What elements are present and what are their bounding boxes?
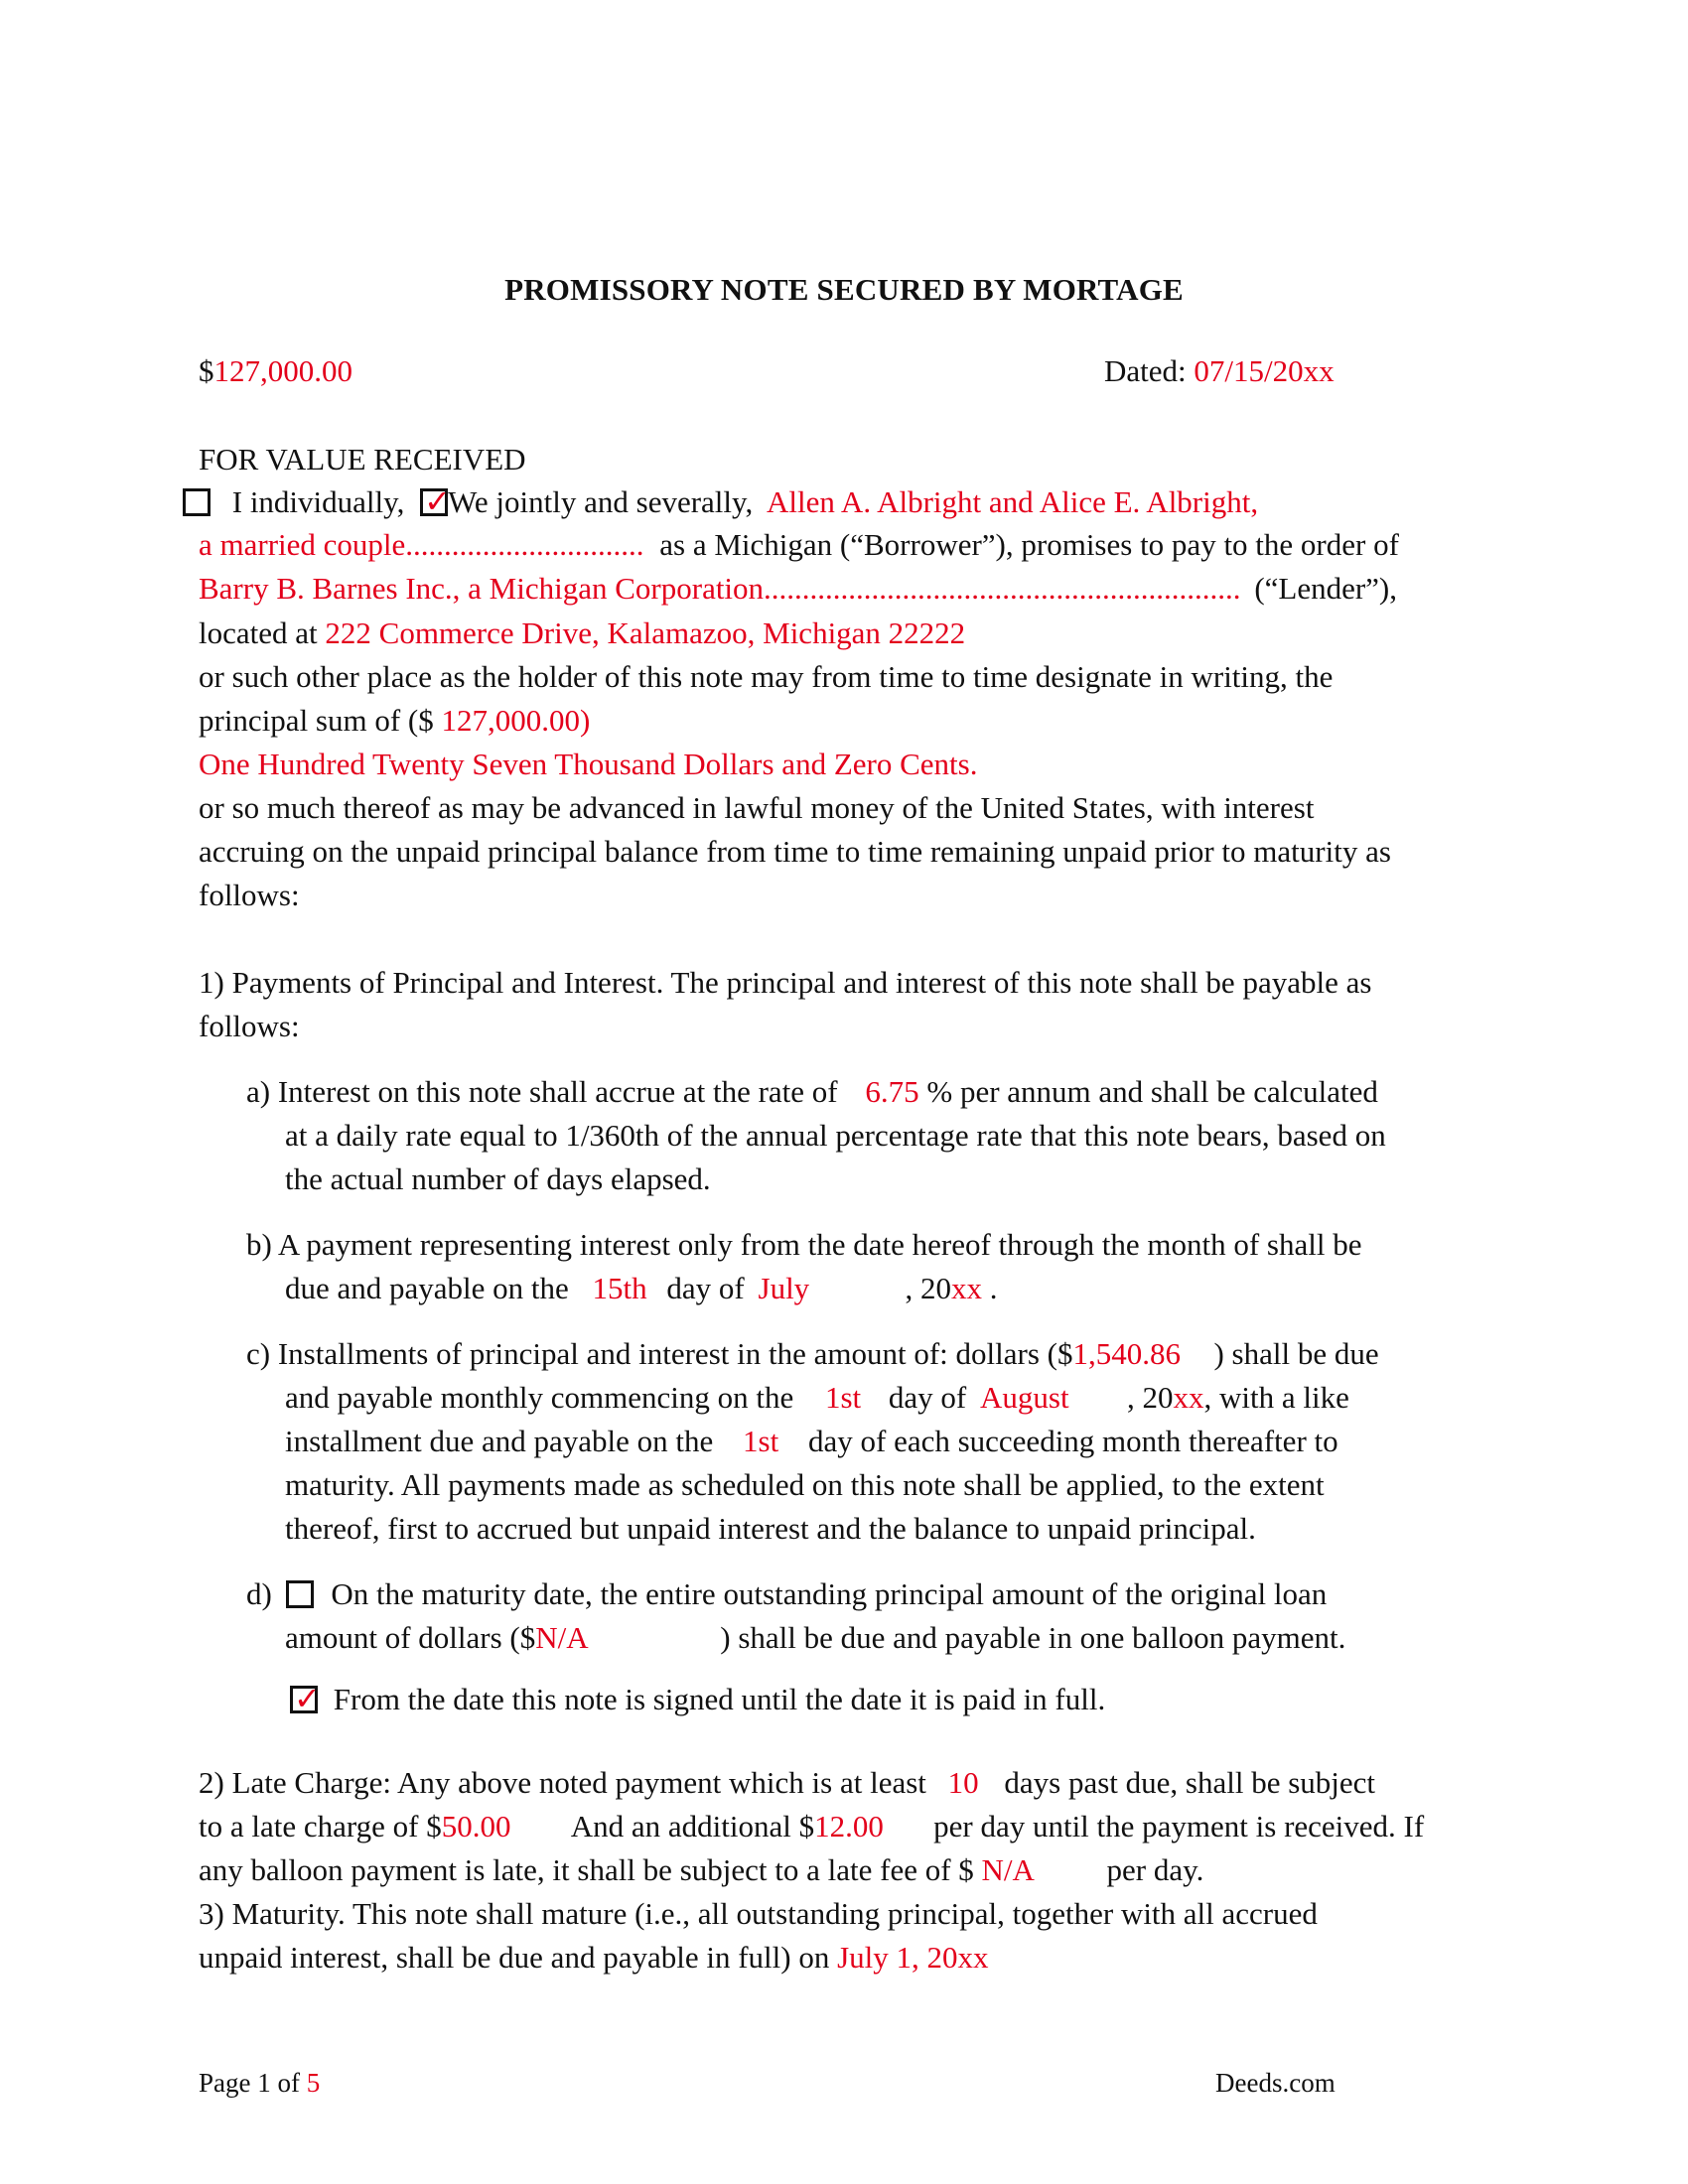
item-c-succeeding: day of each succeeding month thereafter to <box>807 1424 1338 1458</box>
borrower-type-line <box>183 480 1258 524</box>
item-c-year-prefix: , 20 <box>1127 1380 1174 1415</box>
item-c-text: c) Installments of principal and interest in the amount of: dollars ($ <box>246 1336 1073 1371</box>
balloon-checkbox[interactable] <box>286 1580 314 1608</box>
item-d-label: d) <box>246 1576 272 1611</box>
date-line <box>1104 349 1335 393</box>
commencing-year: xx <box>1173 1380 1204 1415</box>
currency-symbol: $ <box>199 353 214 388</box>
page-number <box>199 2065 320 2101</box>
item-b-line-2 <box>285 1267 998 1310</box>
section3-line-1: 3) Maturity. This note shall mature (i.e., all outstanding principal, together with all accrued <box>199 1896 1318 1931</box>
maturity-text: unpaid interest, shall be due and payable in full) on <box>199 1940 830 1975</box>
lender-name: Barry B. Barnes Inc., a Michigan Corporation.............................................................. <box>199 571 1241 606</box>
additional-label: And an additional $ <box>570 1809 815 1843</box>
item-b-period: . <box>989 1271 998 1305</box>
section1-heading-2: follows: <box>199 1009 300 1043</box>
item-b-text: due and payable on the <box>285 1271 569 1305</box>
item-c-text-2: ) shall be due <box>1213 1336 1379 1371</box>
item-c-line-1 <box>246 1332 1379 1376</box>
borrower-desc-line <box>199 523 1399 567</box>
late-fee-label: to a late charge of $ <box>199 1809 442 1843</box>
item-a-line-2: at a daily rate equal to 1/360th of the annual percentage rate that this note bears, based on <box>285 1118 1386 1153</box>
item-d-line-1 <box>246 1572 1327 1616</box>
signed-until-paid-checkbox[interactable] <box>290 1681 321 1716</box>
section2-line-3 <box>199 1848 1203 1892</box>
jointly-checkbox[interactable] <box>420 483 451 519</box>
section2-line-1 <box>199 1761 1375 1805</box>
item-d2-text: From the date this note is signed until the date it is paid in full. <box>333 1682 1106 1716</box>
late-days: 10 <box>947 1765 979 1800</box>
item-c-commencing: and payable monthly commencing on the <box>285 1380 794 1415</box>
late-fee: 50.00 <box>441 1809 511 1843</box>
as-state-text: as a Michigan (“Borrower”), promises to pay to the order of <box>659 527 1399 562</box>
borrower-names: Allen A. Albright and Alice E. Albright, <box>767 484 1259 519</box>
item-d-amount-label: amount of dollars ($ <box>285 1620 536 1655</box>
item-c-line-5: thereof, first to accrued but unpaid interest and the balance to unpaid principal. <box>285 1511 1256 1546</box>
daily-fee: 12.00 <box>814 1809 884 1843</box>
section3-line-2 <box>199 1936 989 1979</box>
per-day-text: per day. <box>1106 1852 1204 1887</box>
lender-address: 222 Commerce Drive, Kalamazoo, Michigan 22222 <box>325 615 966 650</box>
advance-line-3: follows: <box>199 878 300 912</box>
item-d-text: On the maturity date, the entire outstanding principal amount of the original loan <box>331 1576 1328 1611</box>
borrower-desc: a married couple............................... <box>199 527 644 562</box>
interest-only-year: xx <box>951 1271 982 1305</box>
late-charge-text: 2) Late Charge: Any above noted payment which is at least <box>199 1765 926 1800</box>
item-a-line-1 <box>246 1070 1378 1114</box>
item-a-text: a) Interest on this note shall accrue at the rate of <box>246 1074 838 1109</box>
item-b-year-prefix: , 20 <box>905 1271 951 1305</box>
installment-day: 1st <box>743 1424 779 1458</box>
advance-line-2: accruing on the unpaid principal balance from time to time remaining unpaid prior to maturity as <box>199 834 1391 869</box>
late-charge-text-3: per day until the payment is received. If <box>933 1809 1425 1843</box>
individually-checkbox[interactable] <box>183 488 211 516</box>
item-c-like: , with a like <box>1203 1380 1349 1415</box>
individually-label: I individually, <box>231 484 405 519</box>
maturity-date: July 1, 20xx <box>837 1940 989 1975</box>
item-c-line-3 <box>285 1420 1338 1463</box>
lender-suffix: (“Lender”), <box>1254 571 1398 606</box>
interest-rate: 6.75 <box>865 1074 919 1109</box>
for-value-received: FOR VALUE RECEIVED <box>199 442 526 477</box>
item-d-text-2: ) shall be due and payable in one balloon payment. <box>720 1620 1346 1655</box>
item-c-line-2 <box>285 1376 1349 1420</box>
item-c-dayof: day of <box>888 1380 967 1415</box>
check-mark-icon: ✓ <box>294 1681 321 1716</box>
item-d2-line <box>290 1678 1105 1721</box>
page-total: 5 <box>306 2068 321 2098</box>
item-b-dayof: day of <box>666 1271 745 1305</box>
note-amount: 127,000.00 <box>213 353 352 388</box>
located-label: located at <box>199 615 318 650</box>
principal-words: One Hundred Twenty Seven Thousand Dollars and Zero Cents. <box>199 747 978 781</box>
document-title: PROMISSORY NOTE SECURED BY MORTAGE <box>504 272 1184 307</box>
advance-line-1: or so much thereof as may be advanced in lawful money of the United States, with interest <box>199 790 1315 825</box>
item-a-text-2: % per annum and shall be calculated <box>926 1074 1378 1109</box>
page-label: Page 1 of <box>199 2068 300 2098</box>
principal-amount: 127,000.00) <box>441 703 591 738</box>
other-place-line: or such other place as the holder of this note may from time to time designate in writing, the <box>199 659 1334 694</box>
lender-line <box>199 567 1397 611</box>
section2-line-2 <box>199 1805 1424 1848</box>
section1-heading-1: 1) Payments of Principal and Interest. The principal and interest of this note shall be payable as <box>199 965 1372 1000</box>
site-name: Deeds.com <box>1215 2068 1336 2098</box>
commencing-month: August <box>980 1380 1069 1415</box>
dated-label: Dated: <box>1104 353 1187 388</box>
note-date: 07/15/20xx <box>1194 353 1335 388</box>
late-charge-text-2: days past due, shall be subject <box>1004 1765 1376 1800</box>
amount-line <box>199 349 352 393</box>
balloon-amount: N/A <box>535 1620 589 1655</box>
location-line <box>199 612 965 655</box>
check-mark-icon: ✓ <box>424 483 451 519</box>
commencing-day: 1st <box>824 1380 862 1415</box>
balloon-late-fee: N/A <box>981 1852 1035 1887</box>
item-d-line-2 <box>285 1616 1345 1660</box>
interest-only-month: July <box>758 1271 810 1305</box>
principal-line <box>199 699 590 743</box>
interest-only-day: 15th <box>592 1271 647 1305</box>
item-c-installment: installment due and payable on the <box>285 1424 714 1458</box>
item-b-line-1: b) A payment representing interest only from the date hereof through the month of shall be <box>246 1227 1362 1262</box>
principal-label: principal sum of ($ <box>199 703 434 738</box>
item-c-line-4: maturity. All payments made as scheduled on this note shall be applied, to the extent <box>285 1467 1325 1502</box>
balloon-late-text: any balloon payment is late, it shall be subject to a late fee of $ <box>199 1852 974 1887</box>
jointly-label: We jointly and severally, <box>448 484 754 519</box>
item-a-line-3: the actual number of days elapsed. <box>285 1161 711 1196</box>
installment-amount: 1,540.86 <box>1072 1336 1181 1371</box>
